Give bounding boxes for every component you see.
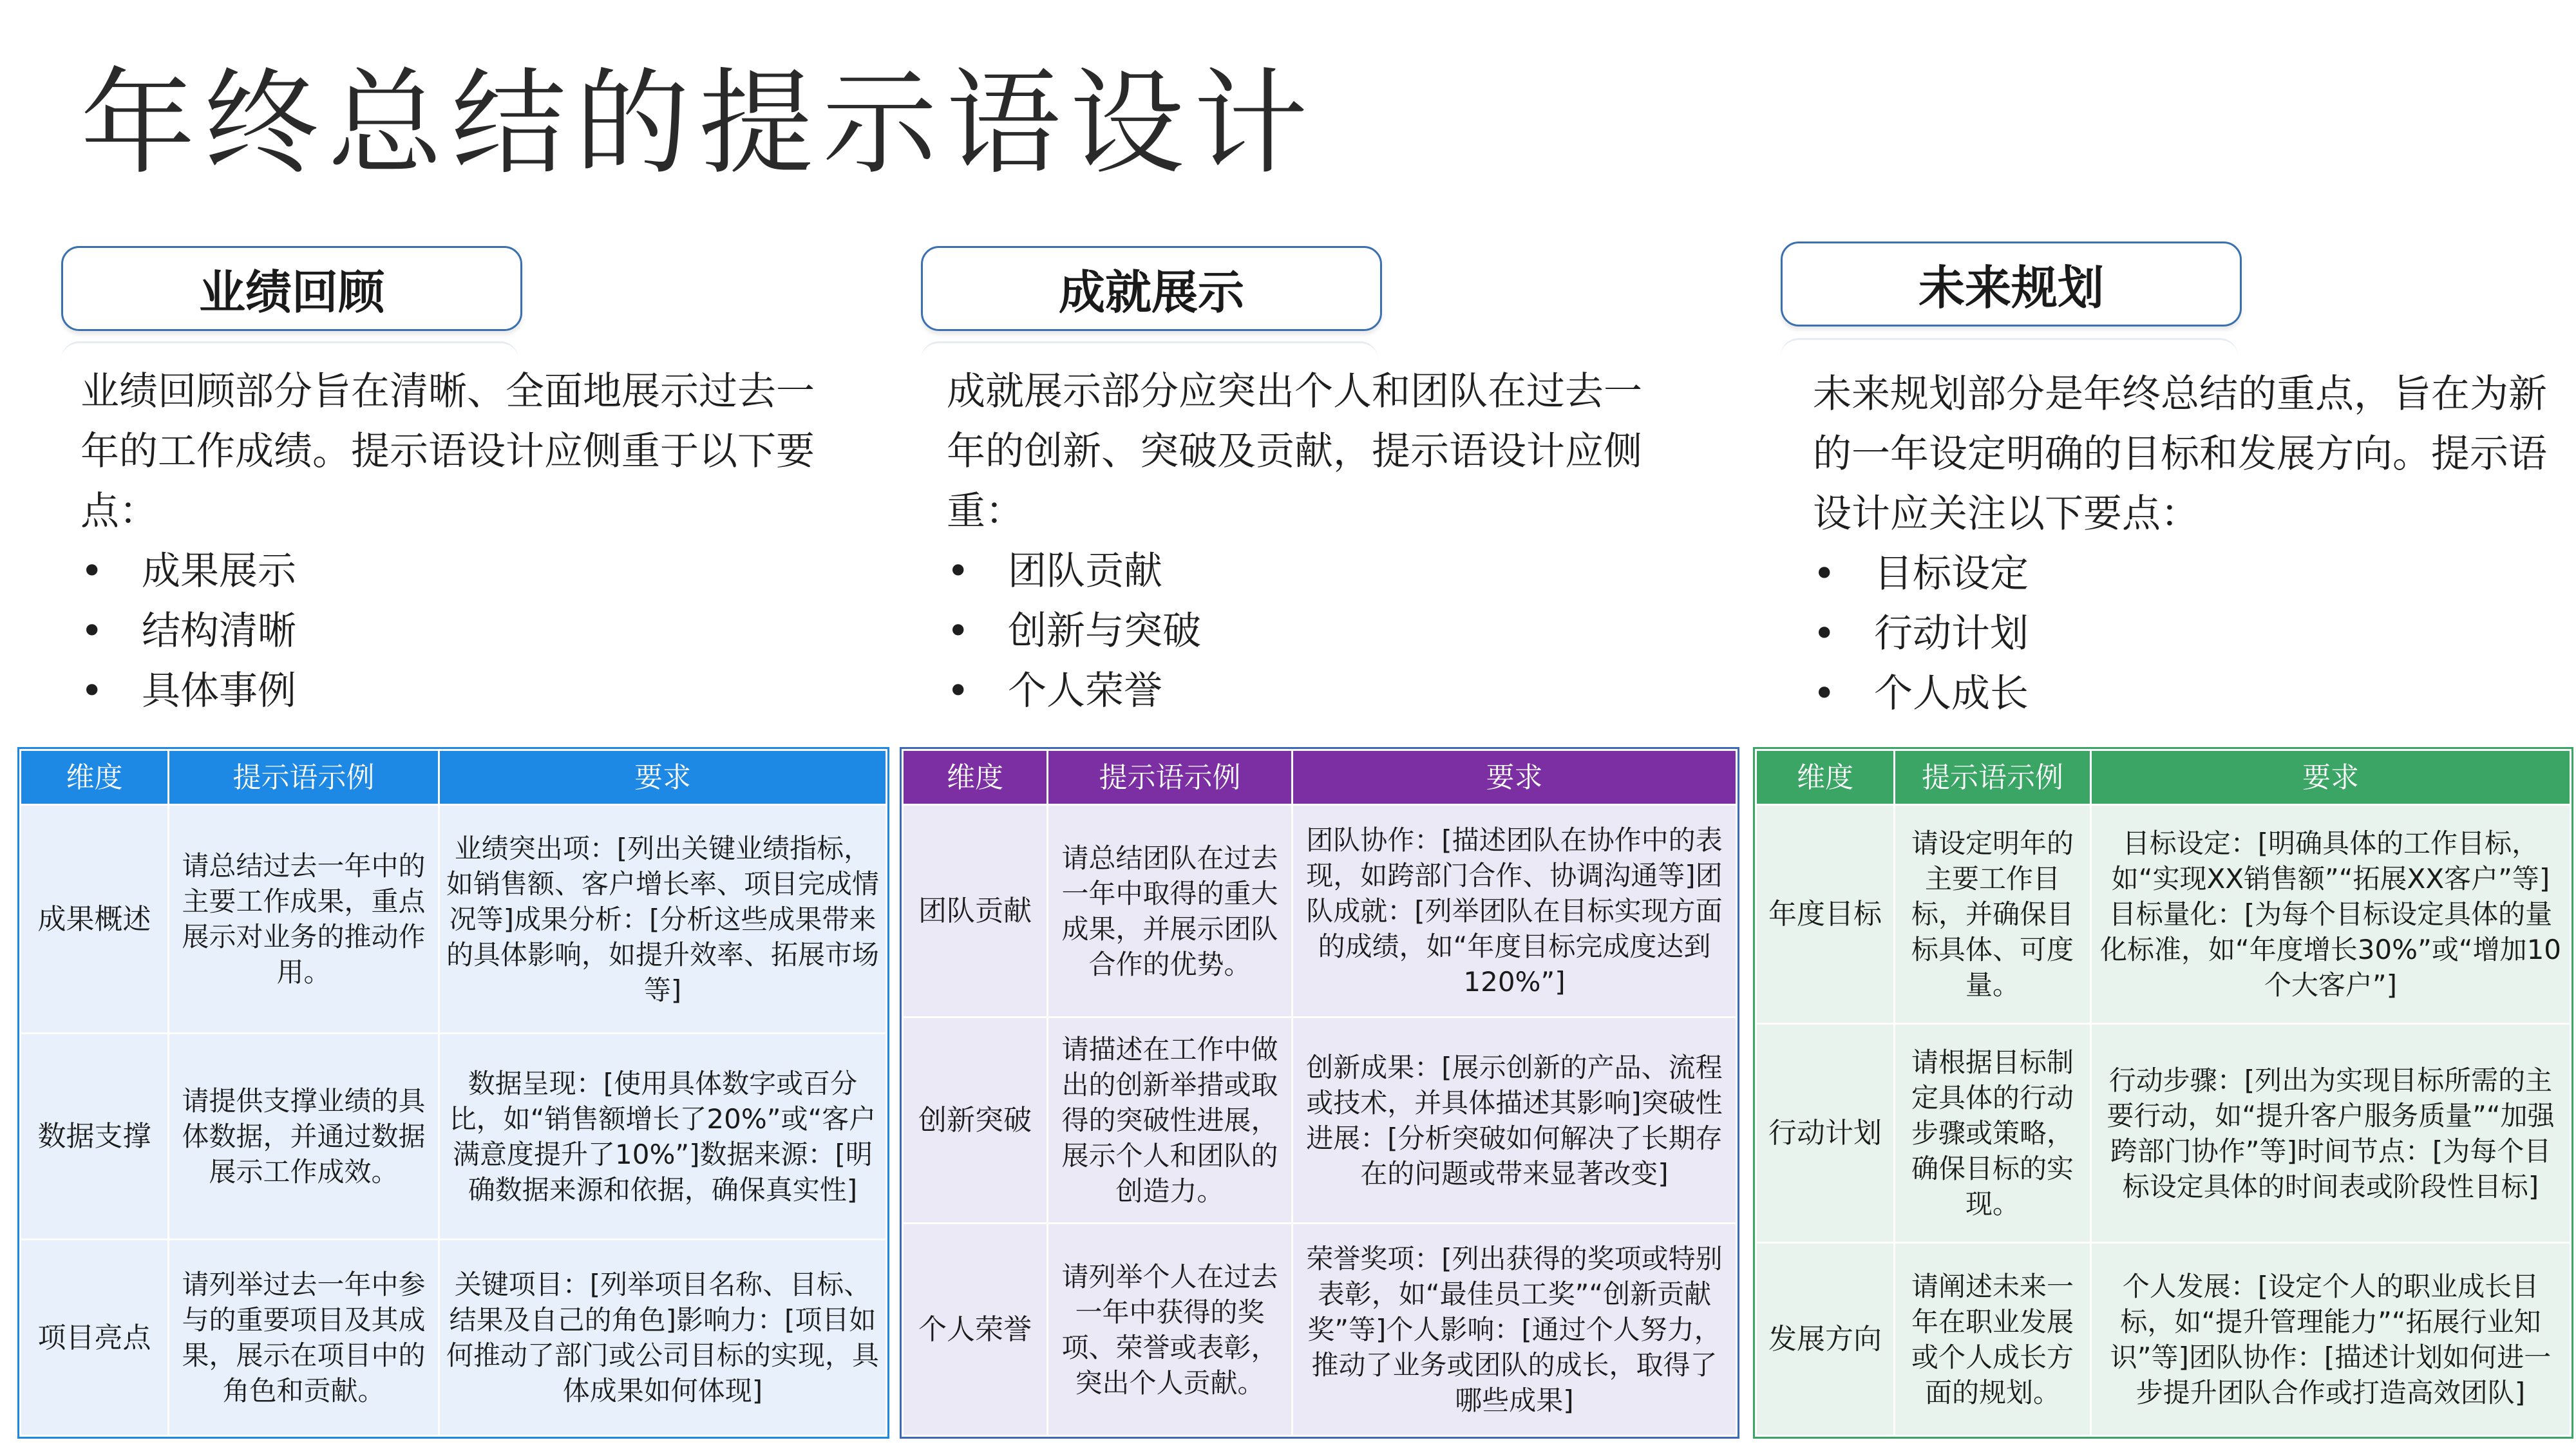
requirement-cell: 创新成果：[展示创新的产品、流程或技术，并具体描述其影响]突破性进展：[分析突破如何解决了长期存在的问题或带来显著改变] <box>1293 1018 1737 1224</box>
bullet-item: • 成果展示 <box>80 542 815 601</box>
column-header-prompt-example: 提示语示例 <box>1895 750 2091 805</box>
requirement-cell: 目标设定：[明确具体的工作目标，如“实现XX销售额”“拓展XX客户”等]目标量化：[为每个目标设定具体的量化标准，如“年度增长30%”或“增加10个大客户”] <box>2091 805 2571 1024</box>
requirement-cell: 关键项目：[列举项目名称、目标、结果及自己的角色]影响力：[项目如何推动了部门或公司目标的实现，具体成果如何体现] <box>439 1240 887 1436</box>
performance-review-table <box>19 749 887 1437</box>
bullet-list <box>80 542 815 721</box>
requirement-cell: 团队协作：[描述团队在协作中的表现，如跨部门合作、协调沟通等]团队成就：[列举团队在目标实现方面的成绩，如“年度目标完成度达到120%”] <box>1293 805 1737 1018</box>
requirement-cell: 荣誉奖项：[列出获得的奖项或特别表彰，如“最佳员工奖”“创新贡献奖”等]个人影响：[通过个人努力，推动了业务或团队的成长，取得了哪些成果] <box>1293 1224 1737 1436</box>
bullet-item: • 个人荣誉 <box>947 661 1674 721</box>
section-body-future-plans <box>1813 365 2547 724</box>
column-header-requirements: 要求 <box>1293 750 1737 805</box>
section-body-achievements <box>947 362 1674 721</box>
requirement-cell: 业绩突出项：[列出关键业绩指标，如销售额、客户增长率、项目完成情况等]成果分析：[分析这些成果带来的具体影响，如提升效率、拓展市场等] <box>439 805 887 1034</box>
bullet-item: • 目标设定 <box>1813 544 2547 604</box>
bullet-list <box>1813 544 2547 724</box>
section-body-performance-review <box>80 362 815 721</box>
section-heading-performance-review[interactable]: 业绩回顾 <box>61 246 522 331</box>
bullet-item: • 行动计划 <box>1813 604 2547 664</box>
prompt-cell: 请总结团队在过去一年中取得的重大成果，并展示团队合作的优势。 <box>1048 805 1293 1018</box>
bullet-item: • 个人成长 <box>1813 664 2547 724</box>
table-row <box>21 805 887 1034</box>
bullet-list <box>947 542 1674 721</box>
dimension-cell: 发展方向 <box>1756 1243 1895 1436</box>
column-header-requirements: 要求 <box>439 750 887 805</box>
table-row <box>1756 1243 2571 1436</box>
section-heading-achievements[interactable]: 成就展示 <box>921 246 1382 331</box>
dimension-cell: 年度目标 <box>1756 805 1895 1024</box>
table-row <box>903 1224 1737 1436</box>
prompt-cell: 请描述在工作中做出的创新举措或取得的突破性进展，展示个人和团队的创造力。 <box>1048 1018 1293 1224</box>
dimension-cell: 创新突破 <box>903 1018 1048 1224</box>
requirement-cell: 个人发展：[设定个人的职业成长目标，如“提升管理能力”“拓展行业知识”等]团队协作：[描述计划如何进一步提升团队合作或打造高效团队] <box>2091 1243 2571 1436</box>
prompt-cell: 请列举个人在过去一年中获得的奖项、荣誉或表彰，突出个人贡献。 <box>1048 1224 1293 1436</box>
bullet-item: • 团队贡献 <box>947 542 1674 601</box>
table-row <box>903 805 1737 1018</box>
page-title: 年终总结的提示语设计 <box>80 57 1317 190</box>
table-row <box>1756 805 2571 1024</box>
table-row <box>21 1034 887 1240</box>
column-header-prompt-example: 提示语示例 <box>169 750 439 805</box>
dimension-cell: 成果概述 <box>21 805 169 1034</box>
column-header-requirements: 要求 <box>2091 750 2571 805</box>
column-header-prompt-example: 提示语示例 <box>1048 750 1293 805</box>
prompt-cell: 请设定明年的主要工作目标，并确保目标具体、可度量。 <box>1895 805 2091 1024</box>
table-row <box>1756 1024 2571 1243</box>
section-heading-future-plans[interactable]: 未来规划 <box>1781 242 2242 327</box>
dimension-cell: 行动计划 <box>1756 1024 1895 1243</box>
dimension-cell: 项目亮点 <box>21 1240 169 1436</box>
prompt-cell: 请提供支撑业绩的具体数据，并通过数据展示工作成效。 <box>169 1034 439 1240</box>
column-header-dimension: 维度 <box>1756 750 1895 805</box>
column-header-dimension: 维度 <box>21 750 169 805</box>
bullet-item: • 结构清晰 <box>80 601 815 661</box>
section-intro: 未来规划部分是年终总结的重点，旨在为新的一年设定明确的目标和发展方向。提示语设计应关注以下要点： <box>1813 372 2547 536</box>
bullet-item: • 具体事例 <box>80 661 815 721</box>
section-intro: 成就展示部分应突出个人和团队在过去一年的创新、突破及贡献，提示语设计应侧重： <box>947 369 1642 534</box>
table-row <box>903 1018 1737 1224</box>
table-row <box>21 1240 887 1436</box>
dimension-cell: 团队贡献 <box>903 805 1048 1018</box>
prompt-cell: 请根据目标制定具体的行动步骤或策略，确保目标的实现。 <box>1895 1024 2091 1243</box>
dimension-cell: 数据支撑 <box>21 1034 169 1240</box>
prompt-cell: 请阐述未来一年在职业发展或个人成长方面的规划。 <box>1895 1243 2091 1436</box>
future-plans-table <box>1755 749 2571 1437</box>
section-intro: 业绩回顾部分旨在清晰、全面地展示过去一年的工作成绩。提示语设计应侧重于以下要点： <box>80 369 815 534</box>
requirement-cell: 数据呈现：[使用具体数字或百分比，如“销售额增长了20%”或“客户满意度提升了10%”]数据来源：[明确数据来源和依据，确保真实性] <box>439 1034 887 1240</box>
prompt-cell: 请总结过去一年中的主要工作成果，重点展示对业务的推动作用。 <box>169 805 439 1034</box>
bullet-item: • 创新与突破 <box>947 601 1674 661</box>
column-header-dimension: 维度 <box>903 750 1048 805</box>
prompt-cell: 请列举过去一年中参与的重要项目及其成果，展示在项目中的角色和贡献。 <box>169 1240 439 1436</box>
requirement-cell: 行动步骤：[列出为实现目标所需的主要行动，如“提升客户服务质量”“加强跨部门协作”等]时间节点：[为每个目标设定具体的时间表或阶段性目标] <box>2091 1024 2571 1243</box>
dimension-cell: 个人荣誉 <box>903 1224 1048 1436</box>
achievements-table <box>902 749 1738 1437</box>
heading-reflection <box>1781 338 2238 366</box>
